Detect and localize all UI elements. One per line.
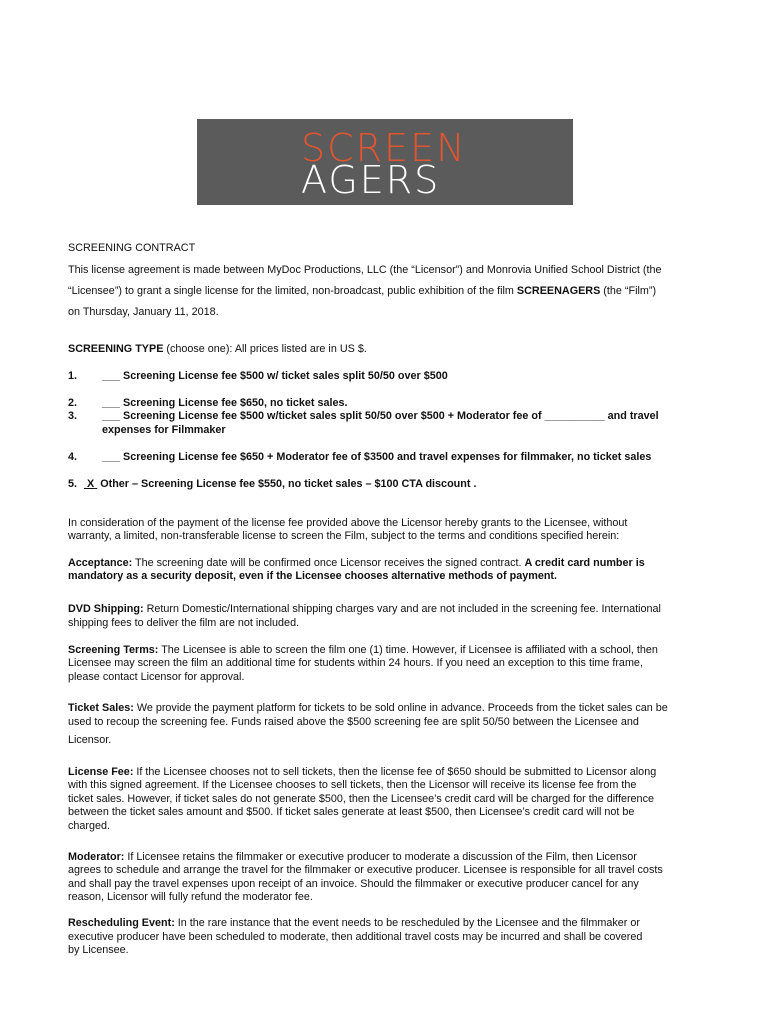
rescheduling-label: Rescheduling Event: [68, 917, 175, 929]
screening-terms-line-1: Screening Terms: The Licensee is able to screen the film one (1) time. However, if Licensee is affiliated with a school, then [68, 644, 658, 656]
moderator-line-3: and shall pay the travel expenses upon receipt of an invoice. Should the filmmaker or executive producer cancel for any [68, 878, 639, 890]
consideration-line-1: In consideration of the payment of the license fee provided above the Licensor hereby grants to the Licensee, without [68, 517, 628, 529]
screening-option-4: 4. ___ Screening License fee $650 + Moderator fee of $3500 and travel expenses for filmmaker, no ticket sales [68, 451, 652, 463]
ticket-sales-line-1: Ticket Sales: We provide the payment platform for tickets to be sold online in advance. Proceeds from the ticket sales can be [68, 702, 668, 714]
ticket-sales-label: Ticket Sales: [68, 702, 134, 714]
license-fee-line-3: ticket sales. However, if ticket sales do not generate $500, then the Licensee’s credit card will be charged for the difference [68, 793, 654, 805]
screening-option-1: 1. ___ Screening License fee $500 w/ ticket sales split 50/50 over $500 [68, 370, 448, 382]
option-4-mark: ___ [102, 451, 121, 463]
license-fee-line-1: License Fee: If the Licensee chooses not to sell tickets, then the license fee of $650 should be submitted to Licensor along [68, 766, 657, 778]
intro-line-1: This license agreement is made between MyDoc Productions, LLC (the “Licensor”) and Monrovia Unified School District (the [68, 264, 662, 276]
rescheduling-line-3: by Licensee. [68, 944, 129, 956]
moderator-label: Moderator: [68, 851, 125, 863]
screening-terms-label: Screening Terms: [68, 644, 159, 656]
screening-option-3-continued: expenses for Filmmaker [102, 424, 226, 436]
consideration-line-2: warranty, a limited, non-transferable license to screen the Film, subject to the terms and conditions specified herein: [68, 530, 620, 542]
acceptance-label: Acceptance: [68, 557, 133, 569]
acceptance-line-2: mandatory as a security deposit, even if the Licensee chooses alternative methods of payment. [68, 570, 558, 582]
logo-word-screen: SCREEN [301, 126, 467, 170]
screening-option-2: 2. ___ Screening License fee $650, no ticket sales. [68, 397, 348, 409]
dvd-shipping-line-2: shipping fees to deliver the film are not included. [68, 617, 300, 629]
screening-type-heading: SCREENING TYPE (choose one): All prices listed are in US $. [68, 343, 367, 355]
license-fee-label: License Fee: [68, 766, 134, 778]
screening-terms-line-3: please contact Licensor for approval. [68, 671, 245, 683]
option-2-mark: ___ [102, 397, 121, 409]
option-5-selected-mark: X [87, 478, 95, 490]
rescheduling-line-1: Rescheduling Event: In the rare instance that the event needs to be rescheduled by the Licensee and the filmmaker or [68, 917, 640, 929]
ticket-sales-line-2: used to recoup the screening fee. Funds raised above the $500 screening fee are split 50/50 between the Licensee and [68, 716, 639, 728]
contract-title: SCREENING CONTRACT [68, 242, 196, 254]
intro-line-2: “Licensee”) to grant a single license for the limited, non-broadcast, public exhibition of the film SCREENAGERS (the “Film”) [68, 285, 657, 297]
screenagers-logo [197, 119, 573, 205]
license-fee-line-5: charged. [68, 820, 111, 832]
screening-terms-line-2: Licensee may screen the film an additional time for students within 24 hours. If you need an exception to this time frame, [68, 657, 643, 669]
moderator-line-4: reason, Licensor will fully refund the moderator fee. [68, 891, 313, 903]
acceptance-line-1: Acceptance: The screening date will be confirmed once Licensor receives the signed contract. A credit card number is [68, 557, 645, 569]
rescheduling-line-2: executive producer have been scheduled to moderate, then additional travel costs may be incurred and shall be covered [68, 931, 643, 943]
moderator-line-2: agrees to schedule and arrange the travel for the filmmaker or executive producer. Licensee is responsible for all travel costs [68, 864, 663, 876]
dvd-shipping-label: DVD Shipping: [68, 603, 144, 615]
moderator-line-1: Moderator: If Licensee retains the filmmaker or executive producer to moderate a discussion of the Film, then Licensor [68, 851, 637, 863]
ticket-sales-line-3: Licensor. [68, 734, 112, 746]
dvd-shipping-line-1: DVD Shipping: Return Domestic/International shipping charges vary and are not included in the screening fee. International [68, 603, 661, 615]
logo-word-agers: AGERS [301, 158, 441, 202]
license-fee-line-2: with this signed agreement. If the Licensee chooses to sell tickets, then the Licensor will receive its license fee from the [68, 779, 637, 791]
license-fee-line-4: between the ticket sales amount and $500. If ticket sales generate at least $500, then Licensee’s credit card will not be [68, 806, 635, 818]
screening-option-5: 5. X Other – Screening License fee $550, no ticket sales – $100 CTA discount . [68, 478, 477, 490]
film-title: SCREENAGERS [516, 285, 601, 297]
screening-option-3: 3. ___ Screening License fee $500 w/ticket sales split 50/50 over $500 + Moderator fee of __________ and travel [68, 410, 659, 422]
option-3-mark: ___ [102, 410, 121, 422]
intro-line-3: on Thursday, January 11, 2018. [68, 306, 219, 318]
option-1-mark: ___ [102, 370, 121, 382]
